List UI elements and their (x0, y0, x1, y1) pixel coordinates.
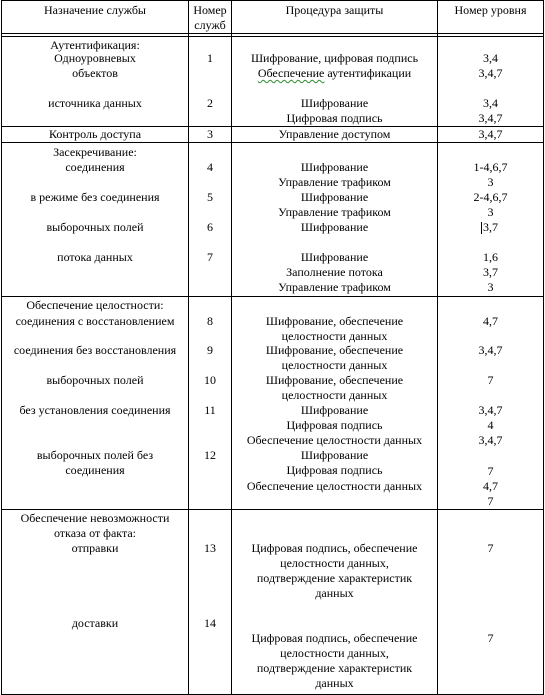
auth-origin-proc-1: Шифрование (300, 96, 369, 110)
integ-sel-proc-1: Шифрование, обеспечение (265, 373, 404, 387)
conf-conn-no: 4 (207, 160, 213, 174)
nonrep-origin: отправки (71, 541, 119, 555)
access-title: Контроль доступа (48, 127, 142, 141)
nonrep-delivery-proc-1: Цифровая подпись, обеспечение (251, 631, 418, 645)
auth-origin-lvl-1: 3,4 (483, 96, 498, 110)
integ-rec-no: 8 (207, 314, 213, 328)
header-procedure: Процедура защиты (285, 3, 384, 17)
integ-selcl-lvl-2: 4,7 (483, 479, 498, 493)
nonrep-origin-lvl: 7 (487, 541, 494, 555)
auth-peer-lvl-1: 3,4 (483, 51, 498, 65)
integ-norec: соединения без восстановления (13, 343, 177, 357)
conf-conn-proc-2: Управление трафиком (278, 175, 391, 189)
nonrep-origin-proc-4: данных (315, 586, 354, 600)
integ-rec-lvl: 4,7 (483, 314, 498, 328)
integ-connless-lvl-1: 3,4,7 (478, 403, 503, 417)
integ-connless-proc-3: Обеспечение целостности данных (246, 433, 423, 447)
nonrep-delivery: доставки (71, 616, 119, 630)
auth-peer-proc-2-b: аутентификации (327, 66, 412, 80)
integ-selcl-b: соединения (65, 463, 125, 477)
access-no: 3 (207, 127, 213, 141)
integ-connless-lvl-3: 3,4,7 (478, 433, 503, 447)
integ-connless-proc-2: Цифровая подпись (286, 418, 383, 432)
conf-selective-no: 6 (207, 220, 213, 234)
auth-peer-a: Одноуровневых (54, 51, 136, 65)
nonrep-delivery-proc-3: подтверждение характеристик (256, 661, 413, 675)
integ-sel-proc-2: целостности данных (281, 388, 388, 402)
nonrep-origin-proc-3: подтверждение характеристик (256, 571, 413, 585)
conf-connless-lvl-2: 3 (487, 205, 494, 219)
conf-selective-lvl: 3,7 (483, 220, 498, 234)
integ-rec-proc-2: целостности данных (281, 329, 388, 343)
integ-norec-proc-1: Шифрование, обеспечение (265, 343, 404, 357)
conf-conn-proc-1: Шифрование (300, 160, 369, 174)
header-service-no: Номер служб (193, 3, 227, 32)
nonrep-delivery-no: 14 (204, 616, 216, 630)
integ-selcl-proc-3: Обеспечение целостности данных (246, 479, 423, 493)
row-divider (1, 509, 544, 510)
header-level-no: Номер уровня (454, 3, 527, 17)
auth-origin-lvl-2: 3,4,7 (478, 111, 503, 125)
integ-connless: без установления соединения (19, 403, 171, 417)
integ-norec-no: 9 (207, 343, 213, 357)
conf-connless-proc-2: Управление трафиком (278, 205, 391, 219)
nonrep-title-b: отказа от факта: (53, 526, 137, 540)
conf-flow-no: 7 (207, 250, 213, 264)
integ-connless-proc-1: Шифрование (300, 403, 369, 417)
integ-selcl-a: выборочных полей без (36, 448, 154, 462)
auth-peer-proc-1: Шифрование, цифровая подпись (250, 51, 419, 65)
conf-flow-proc-1: Шифрование (300, 250, 369, 264)
integ-selcl-lvl-3: 7 (487, 494, 494, 508)
integ-connless-lvl-2: 4 (487, 418, 494, 432)
row-divider (1, 33, 544, 34)
conf-connless-proc-1: Шифрование (300, 190, 369, 204)
auth-origin-proc-2: Цифровая подпись (286, 111, 383, 125)
conf-conn-lvl-2: 3 (487, 175, 494, 189)
conf-flow-proc-3: Управление трафиком (278, 280, 391, 294)
conf-conn: соединения (65, 160, 125, 174)
conf-selective: выборочных полей (46, 220, 144, 234)
conf-connless: в режиме без соединения (30, 190, 160, 204)
auth-peer-no: 1 (207, 51, 213, 65)
row-divider (1, 296, 544, 297)
nonrep-origin-no: 13 (204, 541, 216, 555)
integ-selcl-no: 12 (204, 448, 216, 462)
integ-norec-lvl: 3,4,7 (478, 343, 503, 357)
nonrep-origin-proc-2: целостности данных, (280, 556, 389, 570)
conf-conn-lvl-1: 1-4,6,7 (473, 160, 508, 174)
row-divider (1, 36, 544, 37)
integ-rec: соединения с восстановлением (15, 314, 175, 328)
row-divider (1, 142, 544, 143)
auth-peer-proc-2 (232, 66, 437, 81)
conf-flow: потока данных (57, 250, 133, 264)
conf-flow-lvl-3: 3 (487, 280, 494, 294)
conf-flow-proc-2: Заполнение потока (286, 265, 383, 279)
nonrep-delivery-lvl: 7 (487, 631, 494, 645)
integ-sel: выборочных полей (46, 373, 144, 387)
auth-origin: источника данных (48, 96, 142, 110)
nonrep-origin-proc-1: Цифровая подпись, обеспечение (251, 541, 418, 555)
integ-norec-proc-2: целостности данных (281, 358, 388, 372)
integ-sel-no: 10 (204, 373, 216, 387)
access-lvl: 3,4,7 (478, 127, 503, 141)
conf-selective-proc: Шифрование (300, 220, 369, 234)
conf-title: Засекречивание: (53, 145, 137, 159)
nonrep-title-a: Обеспечение невозможности (20, 511, 170, 525)
integ-title: Обеспечение целостности: (26, 298, 164, 312)
conf-flow-lvl-1: 1,6 (483, 250, 498, 264)
conf-connless-lvl-1: 2-4,6,7 (473, 190, 508, 204)
table-border-right (543, 0, 544, 695)
access-proc: Управление доступом (278, 127, 391, 141)
integ-rec-proc-1: Шифрование, обеспечение (265, 314, 404, 328)
table-border-top (1, 0, 544, 1)
header-purpose: Назначение службы (44, 3, 146, 17)
nonrep-delivery-proc-4: данных (315, 676, 354, 690)
integ-selcl-proc-2: Цифровая подпись (286, 463, 383, 477)
auth-peer-lvl-2: 3,4,7 (478, 66, 503, 80)
conf-connless-no: 5 (207, 190, 213, 204)
nonrep-delivery-proc-2: целостности данных, (280, 646, 389, 660)
integ-sel-lvl: 7 (487, 373, 494, 387)
auth-title: Аутентификация: (50, 38, 140, 52)
auth-origin-no: 2 (207, 96, 213, 110)
conf-flow-lvl-2: 3,7 (483, 265, 498, 279)
integ-connless-no: 11 (204, 403, 216, 417)
integ-selcl-lvl-1: 7 (487, 464, 494, 478)
auth-peer-b: объектов (72, 66, 118, 80)
integ-selcl-proc-1: Шифрование (300, 448, 369, 462)
auth-peer-proc-2-a: Обеспечение (257, 66, 325, 80)
